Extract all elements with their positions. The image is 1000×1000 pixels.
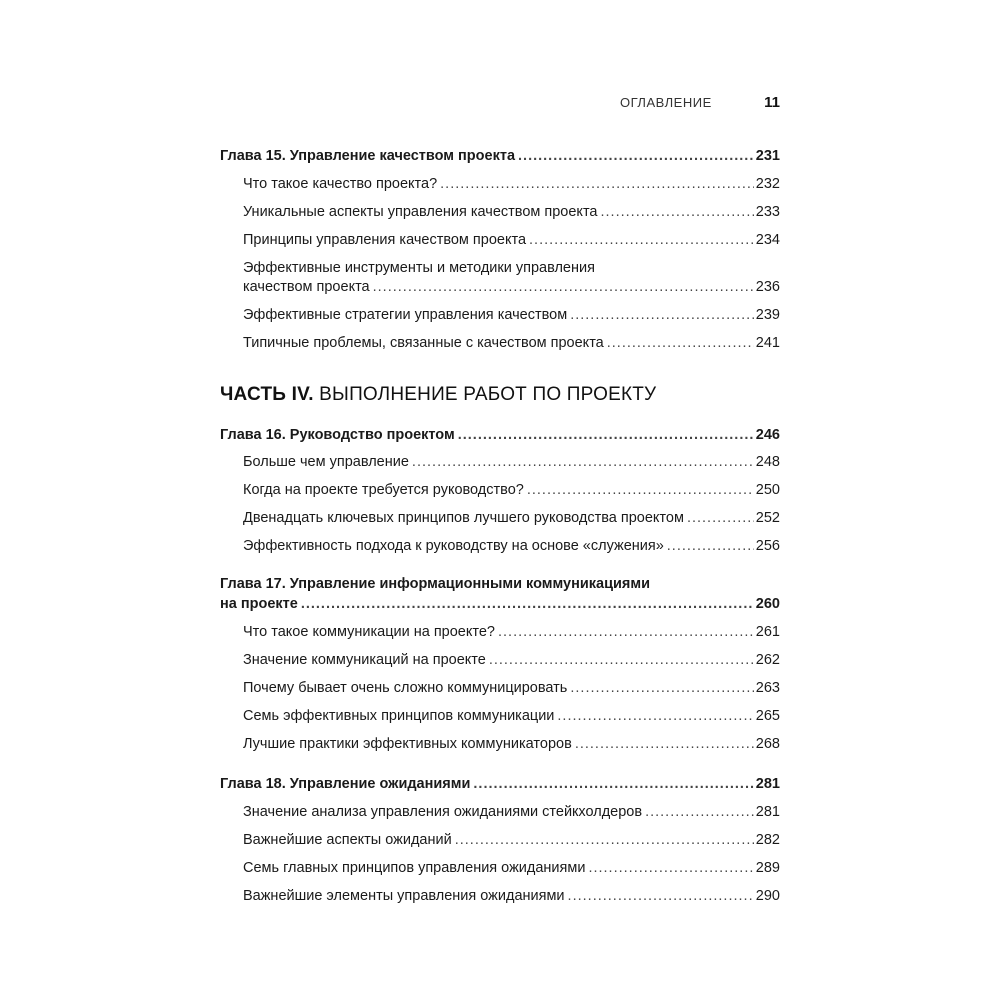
dot-leader <box>557 706 753 726</box>
toc-entry-title: Семь эффективных принципов коммуникации <box>243 708 555 724</box>
toc-entry-title: Двенадцать ключевых принципов лучшего руководства проектом <box>243 510 684 526</box>
toc-entry[interactable] <box>243 650 780 670</box>
toc-entry-page: 281 <box>755 776 780 792</box>
toc-entry-title: Эффективность подхода к руководству на основе «служения» <box>243 538 664 554</box>
toc-entry[interactable] <box>243 174 780 194</box>
toc-entry-page: 289 <box>755 860 780 876</box>
dot-leader <box>645 802 754 822</box>
toc-entry-title: Что такое качество проекта? <box>243 176 438 192</box>
toc-entry-page: 256 <box>755 538 780 554</box>
dot-leader <box>301 594 754 614</box>
toc-entry-page: 248 <box>755 454 780 470</box>
dot-leader <box>588 858 753 878</box>
dot-leader <box>568 886 754 906</box>
toc-chapter-18[interactable] <box>220 774 780 794</box>
toc-entry-page: 231 <box>755 148 780 164</box>
toc-entry-page: 234 <box>755 232 780 248</box>
toc-entry-title: Значение коммуникаций на проекте <box>243 652 486 668</box>
toc-entry-page: 236 <box>755 279 780 295</box>
toc-entry[interactable] <box>243 202 780 222</box>
toc-entry[interactable] <box>243 858 780 878</box>
dot-leader <box>412 452 754 472</box>
toc-entry-page: 261 <box>755 624 780 640</box>
dot-leader <box>570 305 754 325</box>
toc-entry-page: 233 <box>755 204 780 220</box>
dot-leader <box>489 650 754 670</box>
toc-entry-title: на проекте <box>220 596 298 612</box>
toc-entry-page: 282 <box>755 832 780 848</box>
toc-entry-title-line1: Эффективные инструменты и методики управления <box>243 260 595 276</box>
dot-leader <box>607 333 754 353</box>
toc-entry[interactable] <box>243 830 780 850</box>
toc-entry[interactable] <box>243 678 780 698</box>
toc-entry-page: 263 <box>755 680 780 696</box>
toc-entry[interactable] <box>243 734 780 754</box>
dot-leader <box>667 536 754 556</box>
dot-leader <box>601 202 754 222</box>
toc-entry-title: Глава 15. Управление качеством проекта <box>220 148 516 164</box>
toc-entry-page: 265 <box>755 708 780 724</box>
dot-leader <box>473 774 753 794</box>
dot-leader <box>687 508 754 528</box>
dot-leader <box>527 480 754 500</box>
running-head-title: ОГЛАВЛЕНИЕ <box>620 95 712 110</box>
toc-chapter-15[interactable] <box>220 146 780 166</box>
toc-entry-page: 241 <box>755 335 780 351</box>
toc-entry[interactable] <box>243 480 780 500</box>
toc-entry[interactable] <box>243 536 780 556</box>
toc-chapter-16[interactable] <box>220 425 780 445</box>
toc-entry-title: Глава 18. Управление ожиданиями <box>220 776 471 792</box>
dot-leader <box>529 230 754 250</box>
toc-entry-title: Типичные проблемы, связанные с качеством проекта <box>243 335 604 351</box>
dot-leader <box>373 277 754 297</box>
part-title: ВЫПОЛНЕНИЕ РАБОТ ПО ПРОЕКТУ <box>319 384 657 405</box>
toc-entry-page: 281 <box>755 804 780 820</box>
toc-entry-title: Значение анализа управления ожиданиями стейкхолдеров <box>243 804 643 820</box>
toc-entry-title: качеством проекта <box>243 279 370 295</box>
dot-leader <box>518 146 754 166</box>
toc-entry-title: Принципы управления качеством проекта <box>243 232 527 248</box>
dot-leader <box>498 622 754 642</box>
toc-entry[interactable] <box>243 508 780 528</box>
toc-entry-title: Эффективные стратегии управления качеством <box>243 307 568 323</box>
toc-entry-page: 239 <box>755 307 780 323</box>
toc-entry-page: 262 <box>755 652 780 668</box>
toc-chapter-17-title-line1: Глава 17. Управление информационными коммуникациями <box>220 576 651 592</box>
toc-entry[interactable] <box>243 305 780 325</box>
toc-entry-page: 246 <box>755 427 780 443</box>
toc-entry-title: Почему бывает очень сложно коммуницировать <box>243 680 568 696</box>
toc-entry[interactable] <box>243 277 780 297</box>
toc-entry-title: Важнейшие аспекты ожиданий <box>243 832 452 848</box>
toc-entry[interactable] <box>243 802 780 822</box>
part-heading <box>220 384 656 406</box>
toc-entry-title: Глава 16. Руководство проектом <box>220 427 455 443</box>
toc-chapter-17[interactable] <box>220 594 780 614</box>
toc-entry[interactable] <box>243 622 780 642</box>
toc-entry-page: 252 <box>755 510 780 526</box>
toc-entry-title: Семь главных принципов управления ожиданиями <box>243 860 586 876</box>
toc-entry[interactable] <box>243 706 780 726</box>
toc-entry-page: 290 <box>755 888 780 904</box>
toc-entry[interactable] <box>243 333 780 353</box>
toc-entry-title: Важнейшие элементы управления ожиданиями <box>243 888 565 904</box>
dot-leader <box>575 734 754 754</box>
toc-entry-title: Уникальные аспекты управления качеством проекта <box>243 204 598 220</box>
part-label: ЧАСТЬ IV. <box>220 384 314 405</box>
toc-entry-title: Что такое коммуникации на проекте? <box>243 624 495 640</box>
page-number: 11 <box>764 94 780 111</box>
dot-leader <box>570 678 753 698</box>
toc-entry[interactable] <box>243 886 780 906</box>
dot-leader <box>458 425 754 445</box>
toc-entry[interactable] <box>243 230 780 250</box>
toc-entry-page: 260 <box>755 596 780 612</box>
dot-leader <box>455 830 754 850</box>
toc-entry-title: Лучшие практики эффективных коммуникаторов <box>243 736 572 752</box>
toc-entry-page: 250 <box>755 482 780 498</box>
toc-entry-title: Больше чем управление <box>243 454 409 470</box>
toc-entry-page: 232 <box>755 176 780 192</box>
toc-entry-title: Когда на проекте требуется руководство? <box>243 482 524 498</box>
dot-leader <box>440 174 754 194</box>
toc-entry-page: 268 <box>755 736 780 752</box>
toc-entry[interactable] <box>243 452 780 472</box>
